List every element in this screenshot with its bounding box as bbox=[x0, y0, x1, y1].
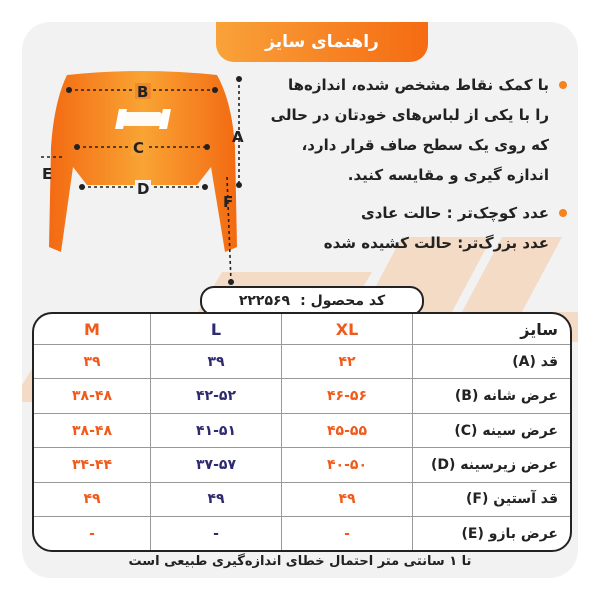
instruction-line: را با یکی از لباس‌های خودتان در حالی bbox=[270, 106, 549, 124]
row-label: عرض زیرسینه (D) bbox=[413, 448, 571, 482]
cell-xl: ۴۹ bbox=[282, 482, 413, 516]
cell-xl: - bbox=[282, 517, 413, 550]
crop-top-diagram bbox=[27, 57, 257, 297]
instructions bbox=[270, 70, 567, 258]
diagram-label-a: A bbox=[232, 128, 244, 146]
header-m: M bbox=[34, 314, 151, 345]
table-row bbox=[34, 482, 570, 516]
cell-m: - bbox=[89, 525, 95, 542]
bullet-icon bbox=[559, 81, 567, 89]
header-size: سایز bbox=[413, 314, 571, 345]
logo-icon bbox=[115, 109, 171, 129]
row-label: عرض بازو (E) bbox=[413, 517, 571, 550]
cell-l: ۴۲-۵۲ bbox=[151, 379, 282, 413]
cell-xl: ۴۵-۵۵ bbox=[282, 413, 413, 447]
size-guide-card bbox=[22, 22, 578, 578]
row-label: قد (A) bbox=[413, 345, 571, 379]
cell-m: ۳۸-۴۸ bbox=[34, 413, 151, 447]
cell-l: - bbox=[151, 517, 282, 550]
header-l: L bbox=[151, 314, 282, 345]
cell-m: ۴۹ bbox=[34, 482, 151, 516]
instruction-line: اندازه گیری و مقایسه کنید. bbox=[347, 166, 549, 184]
size-table-container bbox=[32, 312, 572, 552]
instruction-line: با کمک نقاط مشخص شده، اندازه‌ها bbox=[287, 76, 549, 94]
size-table bbox=[34, 314, 570, 550]
cell-m: ۳۸-۴۸ bbox=[34, 379, 151, 413]
product-code-value: ۲۲۲۵۶۹ bbox=[238, 293, 291, 309]
cell-xl: ۴۰-۵۰ bbox=[282, 448, 413, 482]
cell-xl: ۴۲ bbox=[282, 345, 413, 379]
instruction-line: عدد کوچک‌تر : حالت عادی bbox=[360, 204, 549, 222]
diagram-label-b: B bbox=[137, 83, 149, 101]
table-row bbox=[34, 413, 570, 447]
row-label: عرض سینه (C) bbox=[413, 413, 571, 447]
diagram-label-c: C bbox=[133, 139, 145, 157]
cell-l: ۳۹ bbox=[151, 345, 282, 379]
cell-l: ۴۱-۵۱ bbox=[151, 413, 282, 447]
page-title: راهنمای سایز bbox=[216, 22, 428, 62]
instruction-block-1 bbox=[270, 70, 567, 190]
cell-l: ۳۷-۵۷ bbox=[151, 448, 282, 482]
instruction-line: عدد بزرگ‌تر: حالت کشیده شده bbox=[323, 234, 549, 252]
product-code-label: کد محصول : bbox=[300, 293, 386, 309]
row-label: عرض شانه (B) bbox=[413, 379, 571, 413]
cell-m: ۳۹ bbox=[34, 345, 151, 379]
diagram-label-e: E bbox=[42, 165, 53, 183]
diagram-label-d: D bbox=[137, 180, 150, 198]
footer-note: تا ۱ سانتی متر احتمال خطای اندازه‌گیری طبیعی است bbox=[128, 554, 472, 569]
table-row bbox=[34, 345, 570, 379]
cell-l: ۴۹ bbox=[151, 482, 282, 516]
bullet-icon bbox=[559, 209, 567, 217]
diagram-label-f: F bbox=[223, 193, 234, 211]
table-row bbox=[34, 517, 570, 550]
instruction-line: که روی یک سطح صاف قرار دارد، bbox=[301, 136, 549, 154]
header-xl: XL bbox=[282, 314, 413, 345]
instruction-block-2 bbox=[277, 198, 567, 258]
table-row bbox=[34, 379, 570, 413]
table-row bbox=[34, 448, 570, 482]
cell-m: ۳۴-۴۴ bbox=[34, 448, 151, 482]
cell-xl: ۴۶-۵۶ bbox=[282, 379, 413, 413]
row-label: قد آستین (F) bbox=[413, 482, 571, 516]
table-header-row bbox=[34, 314, 570, 345]
